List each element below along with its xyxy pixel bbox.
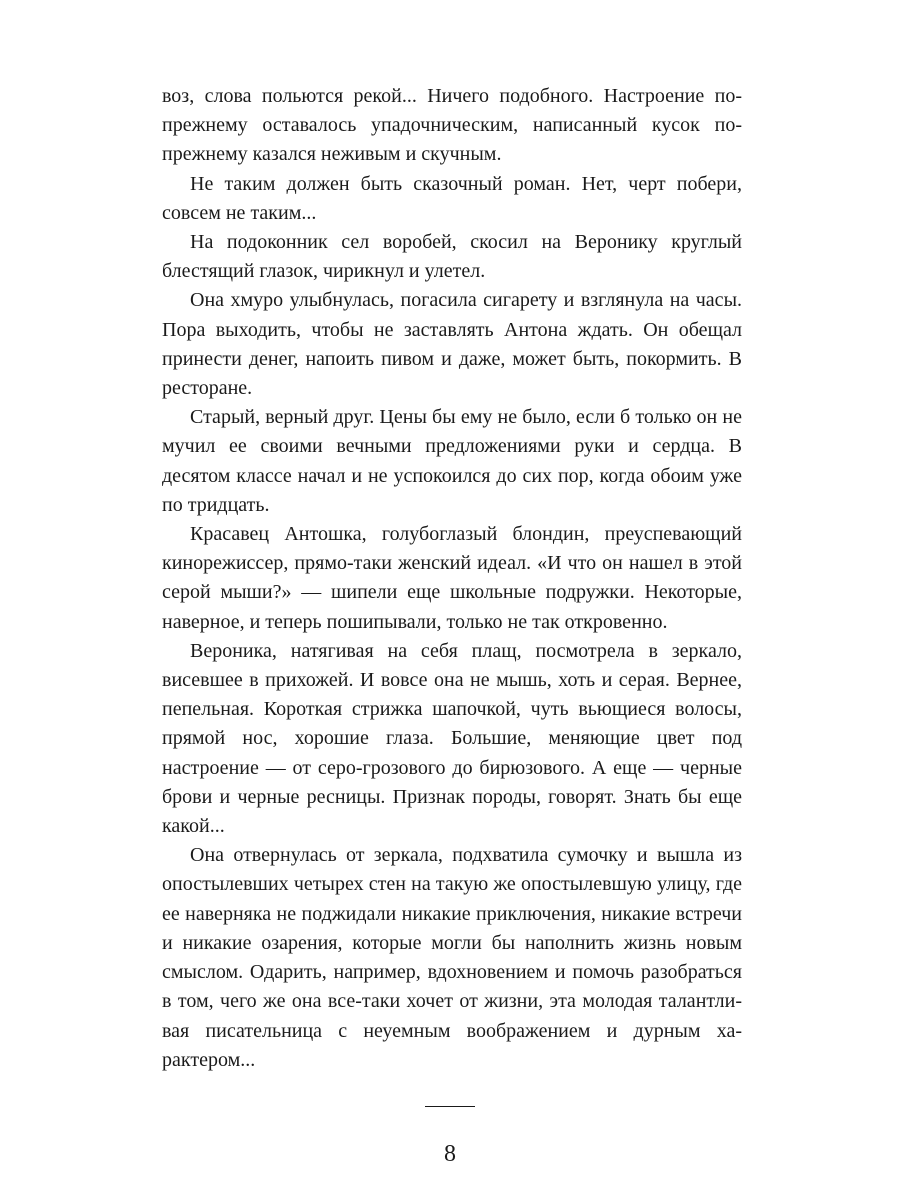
page-number: 8	[444, 1141, 456, 1167]
footer-rule	[425, 1106, 475, 1107]
paragraph-continuation: воз, слова польются рекой... Ничего подобного. Настроение по-прежнему оставалось упадочническим, написанный кусок по-прежнему казался неживым и скучным.	[162, 85, 742, 166]
paragraph: На подоконник сел воробей, скосил на Веронику круглый блестящий глазок, чирикнул и улетел.	[162, 231, 742, 283]
paragraph: Вероника, натягивая на себя плащ, посмотрела в зеркало, висевшее в прихожей. И вовсе она не мышь, хоть и серая. Вернее, пепельная. Короткая стрижка шапочкой, чуть вьющиеся волосы, прямой нос, хорошие глаза. Большие, меняющие цвет под настроение — от серо-грозового до бирюзового. А еще — черные брови и черные ресницы. Признак породы, говорят. Знать бы еще какой...	[162, 639, 742, 838]
paragraph: Она хмуро улыбнулась, погасила сигарету и взглянула на часы. Пора выходить, чтобы не заставлять Антона ждать. Он обещал принести денег, напоить пивом и даже, может быть, покормить. В ресторане.	[162, 289, 742, 400]
paragraph: Старый, верный друг. Цены бы ему не было, если б только он не мучил ее своими вечными предложениями руки и сердца. В десятом классе начал и не успокоился до сих пор, когда обоим уже по тридцать.	[162, 406, 742, 516]
paragraph: Не таким должен быть сказочный роман. Нет, черт побери, совсем не таким...	[162, 172, 742, 224]
body-text	[162, 82, 742, 1075]
paragraph: Красавец Антошка, голубоглазый блондин, преуспевающий кинорежиссер, прямо-таки женский идеал. «И что он нашел в этой серой мыши?» — шипели еще школьные подружки. Некоторые, наверное, и теперь пошипывали, только не так откровенно.	[162, 523, 742, 633]
paragraph: Она отвернулась от зеркала, подхватила сумочку и вышла из опостылевших четырех стен на такую же опостылевшую улицу, где ее наверняка не поджидали никакие приключения, никакие встречи и никакие озарения, которые могли бы наполнить жизнь новым смыслом. Одарить, например, вдохновением и помочь разобраться в том, чего же она все-таки хочет от жизни, эта молодая талантливая писательница с неуемным воображением и дурным характером...	[162, 844, 742, 1071]
